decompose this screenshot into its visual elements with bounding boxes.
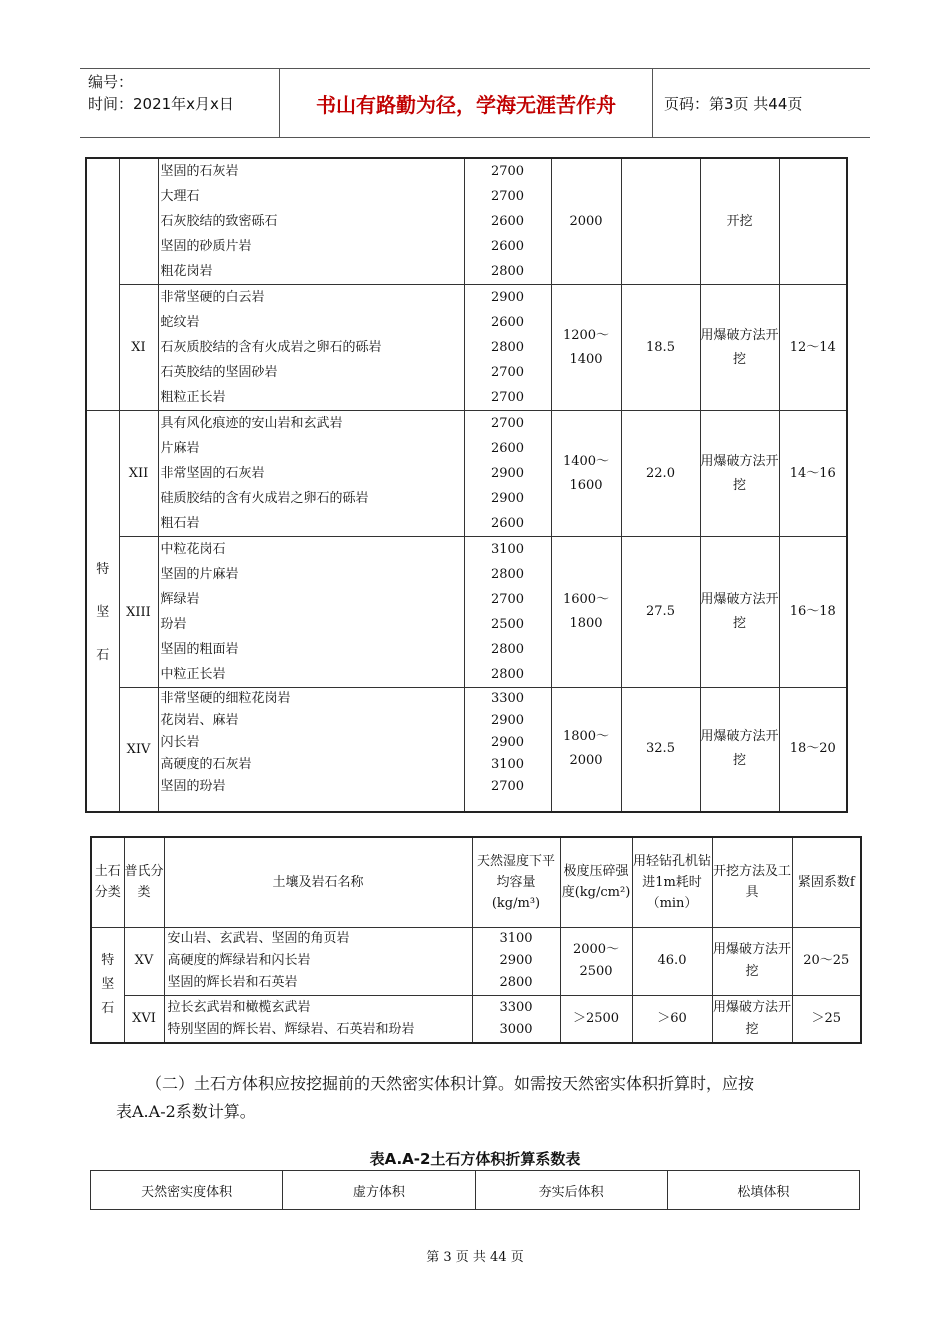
category-char: 特 (96, 562, 110, 578)
rock-name: 玢岩 (160, 617, 187, 632)
header-compacted-volume: 夯实后体积 (475, 1171, 667, 1210)
category-char: 坚 (96, 605, 110, 621)
density-value: 2900 (490, 290, 525, 305)
density-cell (464, 411, 551, 537)
density-cell (472, 995, 560, 1043)
header-motto: 书山有路勤为径，学海无涯苦作舟 (280, 69, 653, 137)
header-page-info: 页码：第3页 共44页 (664, 94, 803, 113)
rock-name: 粗粒正长岩 (160, 390, 226, 405)
paragraph-line-1: （二）土石方体积应按挖掘前的天然密实体积计算。如需按天然密实体积折算时，应按 (146, 1074, 755, 1093)
header-pu-class: 普氏分类 (124, 837, 164, 927)
density-value: 2700 (490, 390, 525, 405)
header-density: 天然湿度下平均容量(kg/m³) (472, 837, 560, 927)
drill-time-cell: 18.5 (621, 285, 700, 411)
method-cell: 用爆破方法开挖 (700, 411, 779, 537)
rock-name: 非常坚硬的白云岩 (160, 290, 265, 305)
strength-cell: ＞2500 (560, 995, 632, 1043)
density-value: 2800 (490, 667, 525, 682)
category-char: 坚 (101, 976, 115, 992)
density-value: 2700 (490, 592, 525, 607)
density-value: 2700 (490, 189, 525, 204)
strength-cell: 1200～1400 (551, 285, 621, 411)
rock-names-cell (158, 688, 464, 812)
page-footer: 第 3 页 共 44 页 (426, 1250, 524, 1265)
rock-name: 高硬度的辉绿岩和闪长岩 (167, 953, 311, 968)
density-cell (464, 285, 551, 411)
density-cell (464, 688, 551, 812)
density-value: 2800 (499, 975, 533, 990)
table-row (91, 995, 861, 1043)
class-cell: XI (119, 285, 158, 411)
density-value: 2700 (490, 365, 525, 380)
drill-time-cell (621, 158, 700, 285)
rock-name: 石英胶结的坚固砂岩 (160, 365, 278, 380)
coef-cell: 20～25 (792, 927, 861, 995)
strength-cell: 2000～2500 (560, 927, 632, 995)
coef-cell: 18～20 (779, 688, 847, 812)
volume-conversion-table (90, 1170, 860, 1210)
rock-names-cell (158, 158, 464, 285)
method-cell: 用爆破方法开挖 (700, 688, 779, 812)
rock-names-cell (158, 537, 464, 688)
rock-name: 坚固的玢岩 (160, 779, 226, 794)
drill-time-cell: ＞60 (632, 995, 712, 1043)
coef-cell: 12～14 (779, 285, 847, 411)
density-value: 3300 (499, 999, 533, 1015)
density-cell (464, 158, 551, 285)
rock-names-cell (158, 411, 464, 537)
drill-time-cell: 46.0 (632, 927, 712, 995)
drill-time-cell: 27.5 (621, 537, 700, 688)
rock-name: 拉长玄武岩和橄榄玄武岩 (167, 999, 311, 1015)
method-cell: 用爆破方法开挖 (700, 285, 779, 411)
density-value: 2900 (490, 466, 525, 481)
density-value: 2600 (490, 239, 525, 254)
category-label (92, 950, 124, 1020)
rock-name: 硅质胶结的含有火成岩之卵石的砾岩 (160, 491, 369, 506)
strength-cell: 2000 (551, 158, 621, 285)
density-value: 2600 (490, 214, 525, 229)
class-cell: XV (124, 927, 164, 995)
class-cell: XIV (119, 688, 158, 812)
method-cell: 用爆破方法开挖 (700, 537, 779, 688)
density-value: 3000 (499, 1021, 533, 1037)
rock-names-cell (164, 995, 472, 1043)
rock-name: 坚固的砂质片岩 (160, 239, 252, 254)
density-value: 2800 (490, 567, 525, 582)
coef-cell (779, 158, 847, 285)
density-value: 3100 (499, 931, 533, 946)
density-value: 2600 (490, 441, 525, 456)
table-row (86, 158, 847, 285)
rock-name: 蛇纹岩 (160, 315, 200, 330)
rock-name: 花岗岩、麻岩 (160, 713, 239, 728)
rock-name: 坚固的辉长岩和石英岩 (167, 975, 298, 990)
table-row (91, 927, 861, 995)
page-header (80, 68, 870, 138)
rock-name: 非常坚固的石灰岩 (160, 466, 265, 481)
table3-caption: 表A.A-2土石方体积折算系数表 (369, 1150, 581, 1168)
class-cell: XIII (119, 537, 158, 688)
rock-name: 中粒花岗石 (160, 542, 226, 557)
method-cell: 用爆破方法开挖 (712, 927, 792, 995)
time-label: 时间：2021年x月x日 (88, 95, 234, 113)
density-value: 3300 (490, 691, 525, 706)
rock-name: 坚固的石灰岩 (160, 164, 239, 179)
drill-time-cell: 32.5 (621, 688, 700, 812)
density-value: 2900 (490, 735, 525, 750)
density-cell (472, 927, 560, 995)
density-cell (464, 537, 551, 688)
table-header-row (91, 1171, 860, 1210)
rock-classification-table (85, 157, 848, 813)
category-label (87, 558, 119, 663)
rock-name: 非常坚硬的细粒花岗岩 (160, 691, 291, 706)
rock-names-cell (158, 285, 464, 411)
density-value: 3100 (490, 542, 525, 557)
class-cell: XVI (124, 995, 164, 1043)
header-name: 土壤及岩石名称 (164, 837, 472, 927)
rock-name: 中粒正长岩 (160, 667, 226, 682)
strength-cell: 1800～2000 (551, 688, 621, 812)
coef-cell: 16～18 (779, 537, 847, 688)
density-value: 2900 (490, 713, 525, 728)
rock-classification-table-2 (90, 836, 862, 1044)
rock-name: 粗花岗岩 (160, 264, 213, 279)
density-value: 2900 (490, 491, 525, 506)
category-char: 石 (96, 648, 110, 664)
class-cell: XII (119, 411, 158, 537)
table-row (86, 688, 847, 812)
rock-name: 安山岩、玄武岩、坚固的角页岩 (167, 931, 350, 946)
density-value: 3100 (490, 757, 525, 772)
table-row (86, 537, 847, 688)
category-cell (86, 411, 119, 812)
rock-name: 大理石 (160, 189, 200, 204)
class-cell (119, 158, 158, 285)
density-value: 2700 (490, 164, 525, 179)
strength-cell: 1400～1600 (551, 411, 621, 537)
density-value: 2700 (490, 416, 525, 431)
density-value: 2800 (490, 340, 525, 355)
table-row (86, 411, 847, 537)
rock-name: 石灰胶结的致密砾石 (160, 214, 278, 229)
density-value: 2600 (490, 315, 525, 330)
category-cell (91, 927, 124, 1043)
rock-name: 辉绿岩 (160, 592, 200, 607)
category-cell (86, 158, 119, 411)
header-natural-volume: 天然密实度体积 (91, 1171, 283, 1210)
rock-name: 坚固的片麻岩 (160, 567, 239, 582)
header-drill: 用轻钻孔机钻进1m耗时（min） (632, 837, 712, 927)
header-soil-class: 土石分类 (91, 837, 124, 927)
code-label: 编号： (88, 73, 134, 91)
density-value: 2500 (490, 617, 525, 632)
rock-name: 粗石岩 (160, 516, 200, 531)
coef-cell: ＞25 (792, 995, 861, 1043)
rock-name: 石灰质胶结的含有火成岩之卵石的砾岩 (160, 340, 382, 355)
rock-name: 具有风化痕迹的安山岩和玄武岩 (160, 416, 343, 431)
method-cell: 用爆破方法开挖 (712, 995, 792, 1043)
coef-cell: 14～16 (779, 411, 847, 537)
table-row (86, 285, 847, 411)
header-meta (80, 69, 280, 137)
paragraph-line-2: 表A.A-2系数计算。 (116, 1102, 256, 1121)
category-char: 特 (101, 952, 115, 968)
strength-cell: 1600～1800 (551, 537, 621, 688)
rock-name: 坚固的粗面岩 (160, 642, 239, 657)
header-method: 开挖方法及工具 (712, 837, 792, 927)
category-char: 石 (101, 1000, 115, 1016)
density-value: 2800 (490, 642, 525, 657)
method-cell: 开挖 (700, 158, 779, 285)
density-value: 2700 (490, 779, 525, 794)
rock-names-cell (164, 927, 472, 995)
density-value: 2900 (499, 953, 533, 968)
density-value: 2800 (490, 264, 525, 279)
rock-name: 高硬度的石灰岩 (160, 757, 252, 772)
header-coef: 紧固系数f (792, 837, 861, 927)
rock-name: 片麻岩 (160, 441, 200, 456)
rock-name: 特别坚固的辉长岩、辉绿岩、石英岩和玢岩 (167, 1021, 415, 1037)
rock-name: 闪长岩 (160, 735, 200, 750)
drill-time-cell: 22.0 (621, 411, 700, 537)
header-fill-volume: 松填体积 (667, 1171, 859, 1210)
table-header-row (91, 837, 861, 927)
density-value: 2600 (490, 516, 525, 531)
header-loose-volume: 虚方体积 (283, 1171, 475, 1210)
header-strength: 极度压碎强度(kg/cm²) (560, 837, 632, 927)
